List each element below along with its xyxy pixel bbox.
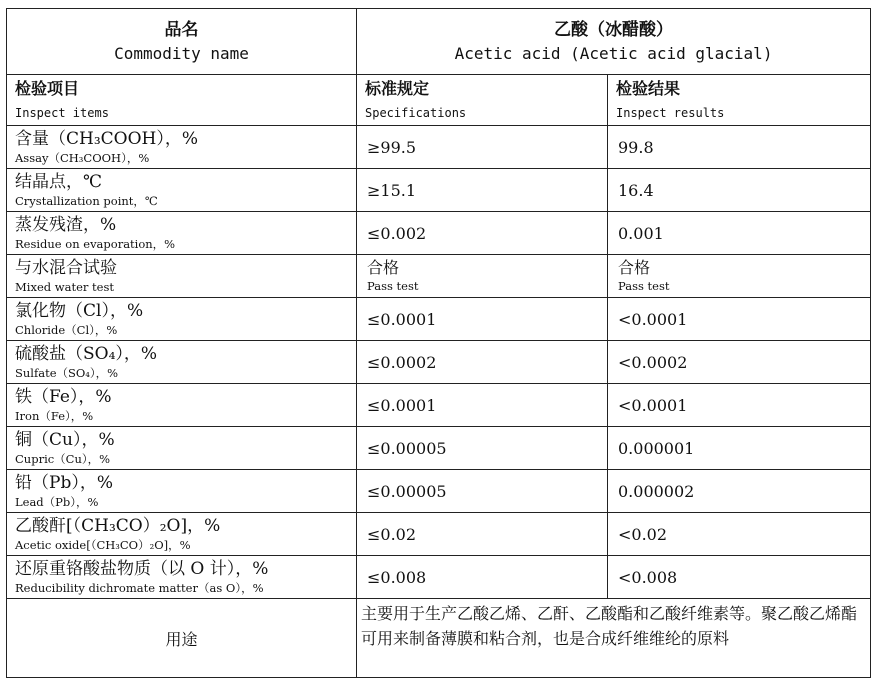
result-value-cell: [608, 255, 871, 298]
spec-value-en: Pass test: [367, 279, 419, 293]
table-row: [7, 298, 871, 341]
item-cell: [7, 384, 357, 427]
item-name-en: Reducibility dichromate matter（as O），%: [15, 580, 264, 595]
table-row: [7, 470, 871, 513]
usage-text: 主要用于生产乙酸乙烯、乙酐、乙酸酯和乙酸纤维素等。聚乙酸乙烯酯可用来制备薄膜和粘合剂，也是合成纤维维纶的原料: [357, 599, 871, 678]
item-cell: [7, 427, 357, 470]
specifications-header: [357, 75, 608, 126]
item-name-cn: 铜（Cu），%: [15, 429, 115, 450]
spec-value: ≤0.0002: [357, 341, 608, 384]
item-name-en: Mixed water test: [15, 279, 114, 294]
item-name-cn: 蒸发残渣，%: [15, 214, 117, 235]
result-value: <0.008: [608, 556, 871, 599]
result-value: <0.02: [608, 513, 871, 556]
item-cell: [7, 513, 357, 556]
header-row: [7, 9, 871, 75]
item-name-cn: 硫酸盐（SO₄），%: [15, 343, 158, 364]
item-cell: [7, 169, 357, 212]
table-row: [7, 384, 871, 427]
column-header-row: [7, 75, 871, 126]
result-value-en: Pass test: [618, 279, 670, 293]
product-name-cell: [357, 9, 871, 75]
item-name-cn: 铁（Fe），%: [15, 386, 112, 407]
table-row: [7, 513, 871, 556]
item-name-cn: 含量（CH₃COOH），%: [15, 128, 199, 149]
item-cell: [7, 126, 357, 169]
item-cell: [7, 298, 357, 341]
item-name-en: Iron（Fe），%: [15, 408, 94, 423]
result-value: <0.0001: [608, 384, 871, 427]
commodity-name-label-cn: 品名: [164, 19, 199, 40]
specifications-header-en: Specifications: [365, 106, 467, 120]
table-row: [7, 212, 871, 255]
inspect-items-header-en: Inspect items: [15, 106, 109, 120]
item-name-cn: 与水混合试验: [15, 257, 117, 278]
item-cell: [7, 341, 357, 384]
item-name-cn: 结晶点，℃: [15, 171, 103, 192]
item-name-cn: 乙酸酐[（CH₃CO）₂O]，%: [15, 515, 221, 536]
item-cell: [7, 212, 357, 255]
item-cell: [7, 470, 357, 513]
inspect-items-header-cn: 检验项目: [15, 79, 80, 98]
commodity-name-label-en: Commodity name: [114, 43, 249, 63]
item-name-en: Sulfate（SO₄），%: [15, 365, 119, 380]
usage-row: [7, 599, 871, 678]
product-name-cn: 乙酸（冰醋酸）: [554, 19, 673, 40]
spec-value: ≤0.002: [357, 212, 608, 255]
table-row: [7, 126, 871, 169]
item-name-cn: 氯化物（Cl），%: [15, 300, 144, 321]
result-value-cn: 合格: [618, 258, 651, 277]
spec-value-cell: [357, 255, 608, 298]
commodity-name-label-cell: [7, 9, 357, 75]
usage-label: 用途: [7, 599, 357, 678]
inspect-results-header-en: Inspect results: [616, 106, 725, 120]
table-row: [7, 255, 871, 298]
spec-value: ≤0.02: [357, 513, 608, 556]
spec-value: ≤0.008: [357, 556, 608, 599]
table-row: [7, 169, 871, 212]
result-value: <0.0002: [608, 341, 871, 384]
item-name-en: Assay（CH₃COOH），%: [15, 150, 150, 165]
result-value: 16.4: [608, 169, 871, 212]
table-row: [7, 427, 871, 470]
spec-value: ≤0.0001: [357, 384, 608, 427]
spec-sheet: [6, 8, 870, 678]
inspect-results-header-cn: 检验结果: [616, 79, 681, 98]
spec-value-cn: 合格: [367, 258, 400, 277]
inspect-items-header: [7, 75, 357, 126]
item-name-en: Crystallization point，℃: [15, 193, 158, 208]
item-name-en: Lead（Pb），%: [15, 494, 99, 509]
item-name-en: Acetic oxide[（CH₃CO）₂O]，%: [15, 537, 191, 552]
spec-value: ≥15.1: [357, 169, 608, 212]
item-name-en: Chloride（Cl），%: [15, 322, 118, 337]
result-value: 0.001: [608, 212, 871, 255]
item-name-cn: 还原重铬酸盐物质（以 O 计），%: [15, 558, 269, 579]
item-cell: [7, 255, 357, 298]
result-value: <0.0001: [608, 298, 871, 341]
item-name-en: Cupric（Cu），%: [15, 451, 111, 466]
inspect-results-header: [608, 75, 871, 126]
spec-value: ≤0.00005: [357, 427, 608, 470]
result-value: 0.000002: [608, 470, 871, 513]
product-name-en: Acetic acid (Acetic acid glacial): [454, 43, 773, 63]
item-name-cn: 铅（Pb），%: [15, 472, 113, 493]
table-row: [7, 556, 871, 599]
table-row: [7, 341, 871, 384]
result-value: 0.000001: [608, 427, 871, 470]
item-name-en: Residue on evaporation，%: [15, 236, 176, 251]
spec-table: [6, 8, 871, 678]
spec-value: ≤0.00005: [357, 470, 608, 513]
specifications-header-cn: 标准规定: [365, 79, 430, 98]
result-value: 99.8: [608, 126, 871, 169]
spec-value: ≥99.5: [357, 126, 608, 169]
spec-value: ≤0.0001: [357, 298, 608, 341]
item-cell: [7, 556, 357, 599]
